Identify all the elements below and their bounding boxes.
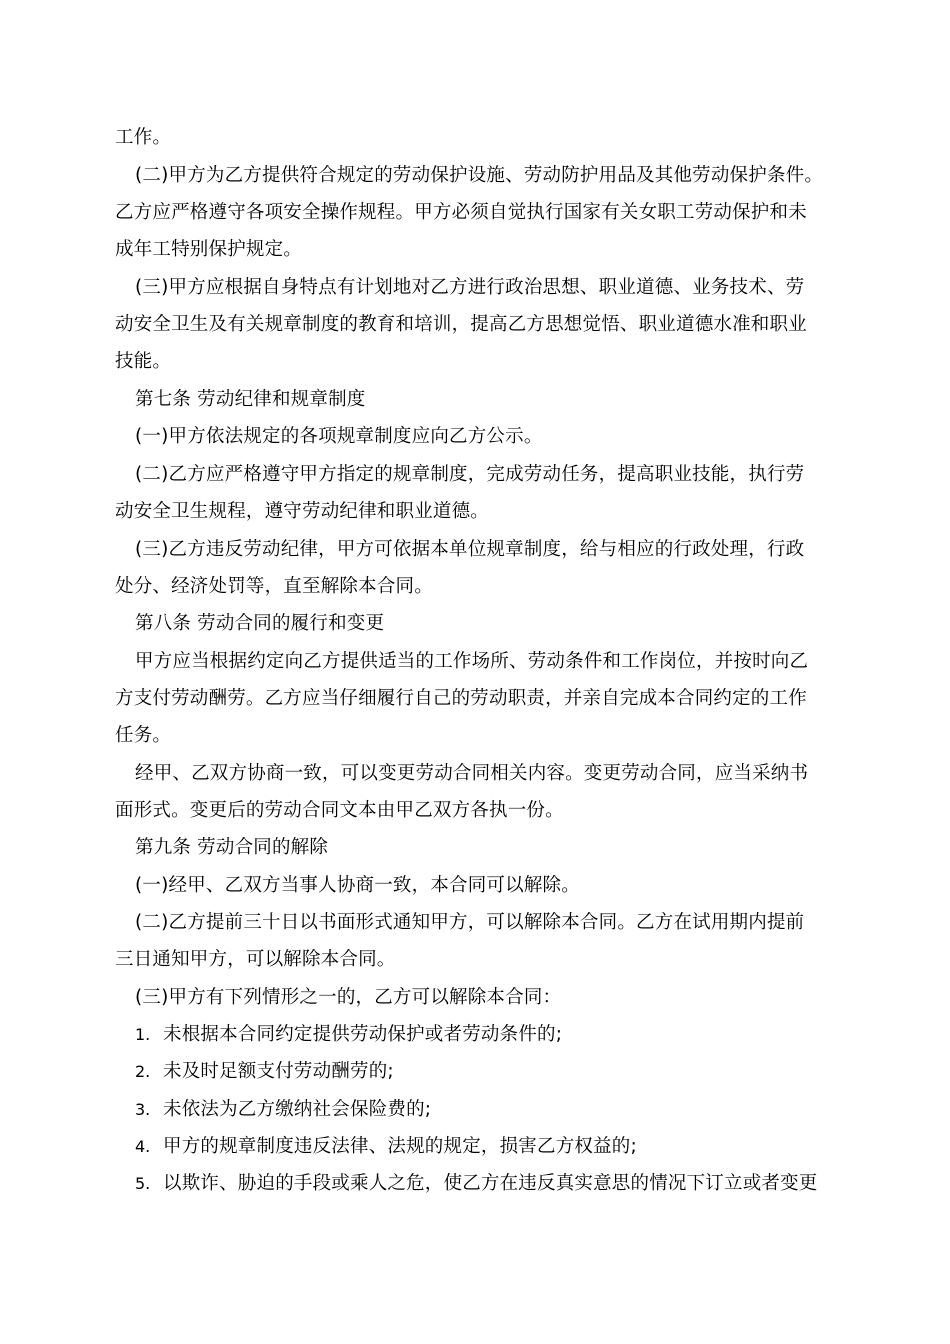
text-line: (三)甲方有下列情形之一的，乙方可以解除本合同： [135, 987, 562, 1008]
text-line: 方支付劳动酬劳。乙方应当仔细履行自己的劳动职责，并亲自完成本合同约定的工作 [115, 688, 807, 709]
text-line: 面形式。变更后的劳动合同文本由甲乙双方各执一份。 [115, 800, 564, 821]
list-item: 未根据本合同约定提供劳动保护或者劳动条件的; [163, 1024, 563, 1045]
text-line: 动安全卫生规程，遵守劳动纪律和职业道德。 [115, 501, 490, 522]
list-item-number: 2. [135, 1062, 151, 1081]
list-item: 以欺诈、胁迫的手段或乘人之危，使乙方在违反真实意思的情况下订立或者变更 [163, 1173, 818, 1194]
section-heading: 第七条 劳动纪律和规章制度 [135, 389, 366, 410]
text-line: 动安全卫生及有关规章制度的教育和培训，提高乙方思想觉悟、职业道德水准和职业 [115, 314, 807, 335]
text-line: 成年工特别保护规定。 [115, 239, 303, 260]
text-line: (三)甲方应根据自身特点有计划地对乙方进行政治思想、职业道德、业务技术、劳 [135, 277, 805, 298]
text-line: 经甲、乙双方协商一致，可以变更劳动合同相关内容。变更劳动合同，应当采纳书 [135, 763, 809, 784]
text-line: (二)乙方应严格遵守甲方指定的规章制度，完成劳动任务，提高职业技能，执行劳 [135, 464, 805, 485]
text-line: 技能。 [115, 351, 172, 372]
text-line: 工作。 [115, 127, 172, 148]
list-item: 未依法为乙方缴纳社会保险费的; [163, 1099, 432, 1120]
text-line: (二)乙方提前三十日以书面形式通知甲方，可以解除本合同。乙方在试用期内提前 [135, 912, 805, 933]
list-item-number: 3. [135, 1100, 151, 1119]
list-item-number: 1. [135, 1025, 151, 1044]
list-item-number: 4. [135, 1137, 151, 1156]
text-line: 任务。 [115, 725, 172, 746]
text-line: 乙方应严格遵守各项安全操作规程。甲方必须自觉执行国家有关女职工劳动保护和未 [115, 202, 807, 223]
text-line: (二)甲方为乙方提供符合规定的劳动保护设施、劳动防护用品及其他劳动保护条件。 [135, 165, 824, 186]
list-item-number: 5. [135, 1174, 151, 1193]
list-item: 甲方的规章制度违反法律、法规的规定，损害乙方权益的; [163, 1136, 637, 1157]
text-line: 处分、经济处罚等，直至解除本合同。 [115, 576, 433, 597]
section-heading: 第九条 劳动合同的解除 [135, 837, 329, 858]
text-line: (三)乙方违反劳动纪律，甲方可依据本单位规章制度，给与相应的行政处理，行政 [135, 539, 805, 560]
text-line: (一)经甲、乙双方当事人协商一致，本合同可以解除。 [135, 875, 580, 896]
text-line: 甲方应当根据约定向乙方提供适当的工作场所、劳动条件和工作岗位，并按时向乙 [135, 651, 809, 672]
text-line: 三日通知甲方，可以解除本合同。 [115, 949, 396, 970]
text-line: (一)甲方依法规定的各项规章制度应向乙方公示。 [135, 426, 543, 447]
section-heading: 第八条 劳动合同的履行和变更 [135, 613, 385, 634]
list-item: 未及时足额支付劳动酬劳的; [163, 1061, 394, 1082]
